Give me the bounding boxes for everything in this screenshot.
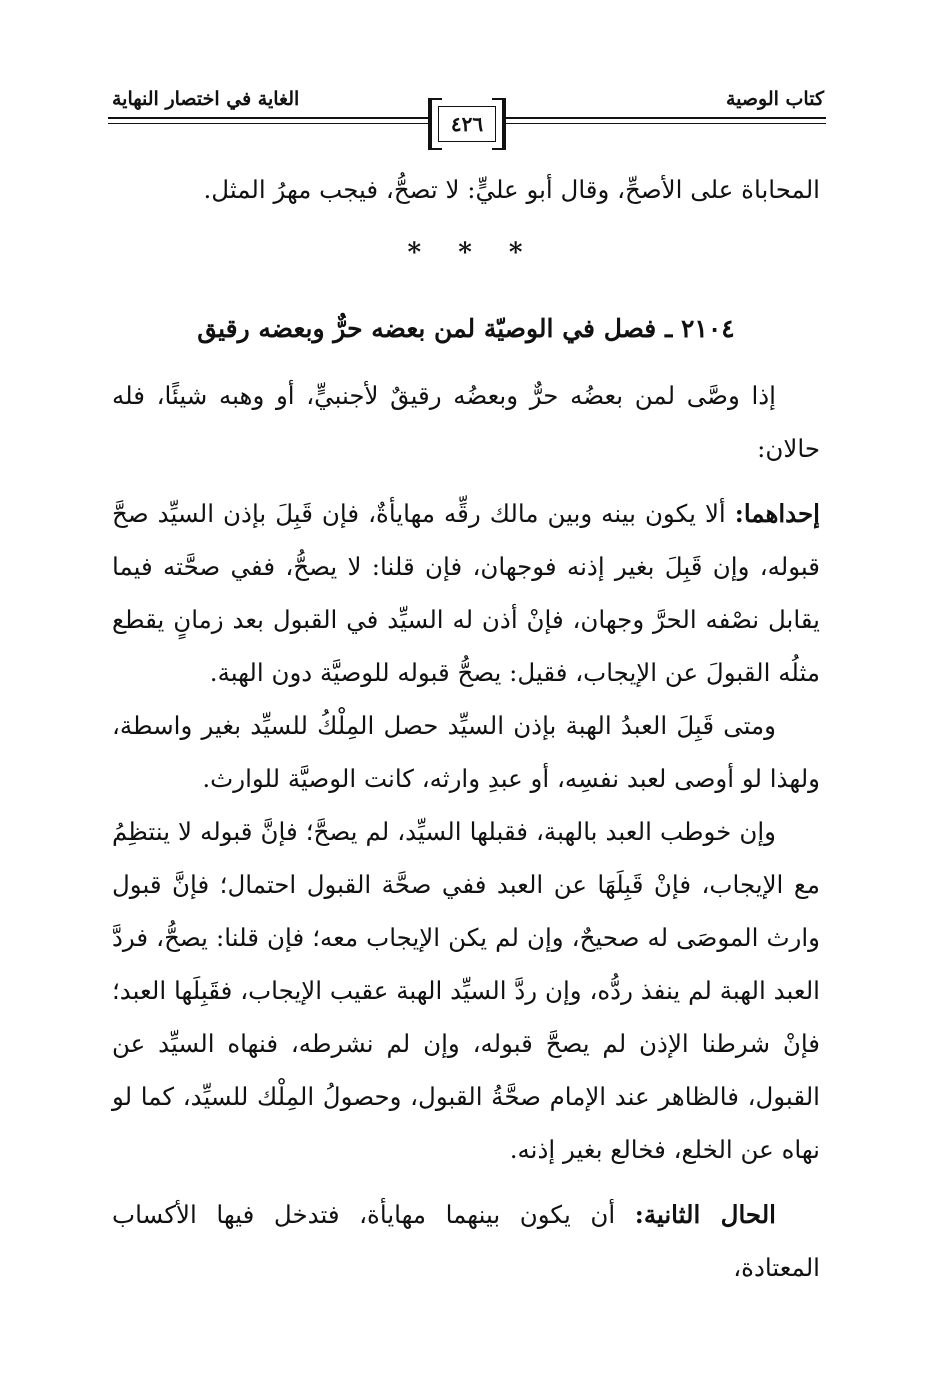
frame-cap [492, 146, 506, 150]
running-head-book-title: الغاية في اختصار النهاية [112, 88, 300, 110]
running-head-chapter: كتاب الوصية [725, 88, 824, 110]
paragraph-gap [112, 1176, 820, 1188]
frame-left-bar [428, 98, 432, 150]
case1-text: ألا يكون بينه وبين مالك رقِّه مهايأةٌ، فإن قَبِلَ بإذن السيِّد صحَّ قبوله، وإن قَبِلَ بغير إذنه فوجهان، فإن قلنا: لا يصحُّ، ففي صحَّته فيما يقابل نصْفه الحرَّ وجهان، فإنْ أذن له السيِّد في القبول بعد زمانٍ يقطع مثلُه القبولَ عن الإيجاب، فقيل: يصحُّ قبوله للوصيَّة دون الهبة. [112, 499, 820, 687]
main-text [112, 369, 820, 1294]
paragraph-gap [112, 475, 820, 487]
case2-label: الحال الثانية: [634, 1200, 776, 1229]
frame-cap [492, 98, 506, 102]
frame-cap [428, 98, 442, 102]
intro-paragraph: إذا وصَّى لمن بعضُه حرٌّ وبعضُه رقيقٌ لأجنبيٍّ، أو وهبه شيئًا، فله حالان: [112, 381, 820, 463]
paragraph-2: ومتى قَبِلَ العبدُ الهبة بإذن السيِّد حصل المِلْكُ للسيِّد بغير واسطة، ولهذا لو أوصى لعبد نفسِه، أو عبدِ وارثه، كانت الوصيَّة للوارث. [112, 711, 820, 793]
page-number: ٤٢٦ [438, 106, 496, 142]
case1-label: إحداهما: [734, 499, 820, 528]
case2-text: أن يكون بينهما مهايأة، فتدخل فيها الأكساب المعتادة، [112, 1200, 820, 1282]
frame-right-bar [502, 98, 506, 150]
opening-line: المحاباة على الأصحِّ، وقال أبو عليٍّ: لا تصحُّ، فيجب مهرُ المثل. [203, 175, 820, 204]
opening-paragraph [112, 163, 820, 216]
section-separator: * * * [407, 238, 537, 268]
frame-cap [428, 146, 442, 150]
section-title: ٢١٠٤ ـ فصل في الوصيّة لمن بعضه حرٌّ وبعضه رقيق [197, 314, 735, 343]
case1-paragraph [112, 487, 820, 699]
paragraph-3: وإن خوطب العبد بالهبة، فقبلها السيِّد، لم يصحَّ؛ فإنَّ قبوله لا ينتظِمُ مع الإيجاب، فإنْ قَبِلَهَا عن العبد ففي صحَّة القبول احتمال؛ فإنَّ قبول وارث الموصَى له صحيحٌ، وإن لم يكن الإيجاب معه؛ فإن قلنا: يصحُّ، فردَّ العبد الهبة لم ينفذ ردُّه، وإن ردَّ السيِّد الهبة عقيب الإيجاب، فقَبِلَها العبد؛ فإنْ شرطنا الإذن لم يصحَّ قبوله، وإن لم نشرطه، فنهاه السيِّد عن القبول، فالظاهر عند الإمام صحَّةُ القبول، وحصولُ المِلْك للسيِّد، كما لو نهاه عن الخلع، فخالع بغير إذنه. [112, 817, 820, 1164]
page-number-frame [428, 98, 506, 150]
case2-paragraph [112, 1188, 820, 1294]
